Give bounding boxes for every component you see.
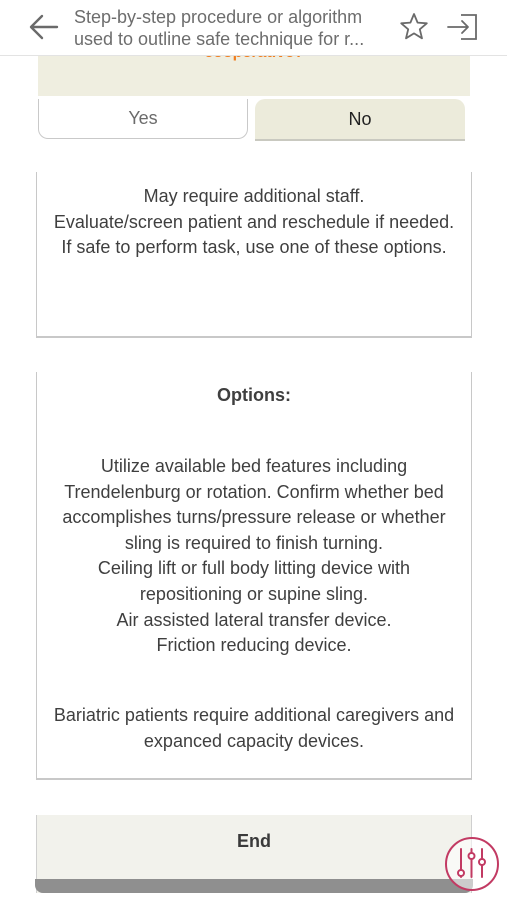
back-button[interactable] xyxy=(24,10,64,44)
exit-button[interactable] xyxy=(444,11,480,43)
result-step-line: May require additional staff. xyxy=(143,186,365,206)
yes-button[interactable] xyxy=(38,99,248,139)
page-title-line-1: Step-by-step procedure or algorithm xyxy=(74,7,363,27)
option-item: Ceiling lift or full body litting device with repositioning or supine sling. xyxy=(97,558,411,604)
arrow-left-icon xyxy=(27,12,61,42)
end-button-label: End xyxy=(237,831,271,851)
yes-button-label: Yes xyxy=(128,108,158,128)
exit-icon xyxy=(444,11,480,43)
no-button-label: No xyxy=(348,108,372,129)
end-button-bar xyxy=(35,879,473,893)
end-button[interactable] xyxy=(36,815,472,893)
options-heading: Options: xyxy=(217,385,291,405)
no-button[interactable] xyxy=(255,99,465,141)
favorite-button[interactable] xyxy=(398,11,430,43)
app-header xyxy=(0,0,507,56)
page-title xyxy=(74,6,392,50)
result-step-line: Evaluate/screen patient and reschedule if needed. xyxy=(53,211,455,232)
result-step-line: If safe to perform task, use one of these options. xyxy=(61,237,447,258)
sliders-icon xyxy=(447,839,496,888)
option-item: Friction reducing device. xyxy=(156,635,352,656)
option-item: Utilize available bed features including Trendelenburg or rotation. Confirm whether bed accomplishes turns/pressure release or whether sling is required to finish turning. xyxy=(62,456,446,553)
options-list xyxy=(37,454,471,659)
bariatric-note: Bariatric patients require additional caregivers and expanced capacity devices. xyxy=(53,705,455,751)
result-step-text xyxy=(37,184,471,261)
result-step-box xyxy=(36,172,472,338)
star-outline-icon xyxy=(398,11,430,43)
page-title-line-2: used to outline safe technique for r... xyxy=(74,29,365,49)
options-box xyxy=(36,372,472,780)
option-item: Air assisted lateral transfer device. xyxy=(116,609,392,630)
filter-fab-button[interactable] xyxy=(445,837,499,891)
